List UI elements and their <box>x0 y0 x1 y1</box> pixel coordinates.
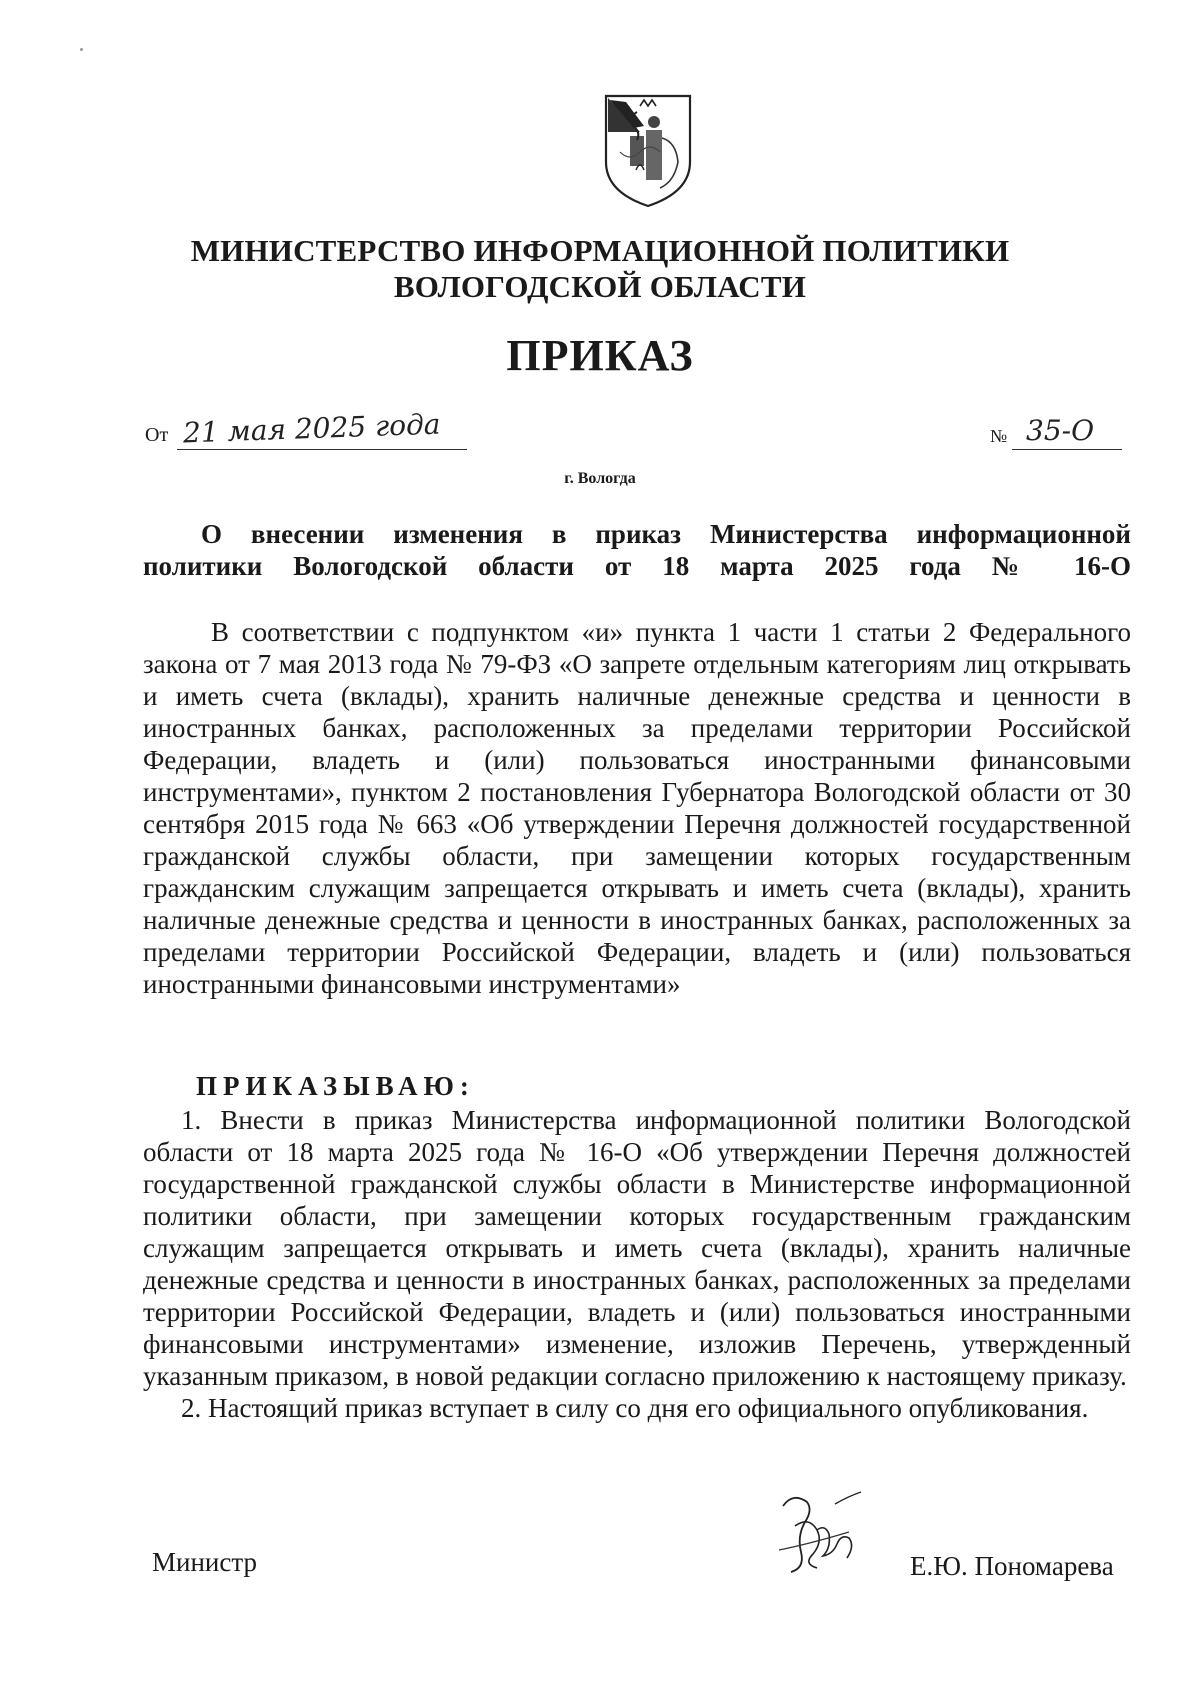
document-type: ПРИКАЗ <box>506 331 694 380</box>
preamble-paragraph: В соответствии с подпунктом «и» пункта 1 части 1 статьи 2 Федерального закона от 7 мая 2013 года № 79-ФЗ «О запрете отдельным категориям лиц открывать и иметь счета (вклады), хранить наличные денежные средства и ценности в иностранных банках, расположенных за пределами территории Российской Федерации, владеть и (или) пользоваться иностранными финансовыми инструментами», пунктом 2 постановления Губернатора Вологодской области от 30 сентября 2015 года № 663 «Об утверждении Перечня должностей государственной гражданской службы области, при замещении которых государственным гражданским служащим запрещается открывать и иметь счета (вклады), хранить наличные денежные средства и ценности в иностранных банках, расположенных за пределами территории Российской Федерации, владеть и (или) пользоваться иностранными финансовыми инструментами» <box>143 617 1131 999</box>
number-underline <box>1012 449 1122 450</box>
order-point-2: 2. Настоящий приказ вступает в силу со дня его официального опубликования. <box>181 1393 1089 1423</box>
title-line-1: О внесении изменения в приказ Министерства информационной <box>201 519 1131 549</box>
number-handwritten: 35-О <box>1026 414 1095 447</box>
date-prefix: От <box>145 424 169 446</box>
document-title <box>143 518 1131 582</box>
order-points <box>143 1104 1131 1424</box>
date-handwritten: 21 мая 2025 года <box>182 407 441 450</box>
signer-position: Министр <box>152 1547 257 1577</box>
date-underline <box>177 449 467 450</box>
scan-artifact <box>80 48 83 51</box>
date-field <box>145 407 665 452</box>
handwritten-signature-icon <box>765 1486 875 1586</box>
organization-name-line-2: ВОЛОГОДСКОЙ ОБЛАСТИ <box>393 269 807 304</box>
number-field <box>990 412 1130 452</box>
vologda-coat-of-arms-icon <box>600 92 696 210</box>
city: г. Вологда <box>564 470 636 487</box>
number-prefix: № <box>990 426 1008 446</box>
order-point-1: 1. Внести в приказ Министерства информационной политики Вологодской области от 18 марта 2025 года № 16-О «Об утверждении Перечня должностей государственной гражданской службы области в Министерстве информационной политики области, при замещении которых государственным гражданским служащим запрещается открывать и иметь счета (вклады), хранить наличные денежные средства и ценности в иностранных банках, расположенных за пределами территории Российской Федерации, владеть и (или) пользоваться иностранными финансовыми инструментами» изменение, изложив Перечень, утвержденный указанным приказом, в новой редакции согласно приложению к настоящему приказу. <box>143 1105 1131 1391</box>
preamble <box>143 616 1131 1000</box>
title-line-2: политики Вологодской области от 18 марта 2025 года № 16-О <box>143 551 1131 581</box>
order-heading: ПРИКАЗЫВАЮ: <box>196 1071 475 1101</box>
signer-name: Е.Ю. Пономарева <box>910 1551 1114 1581</box>
organization-name-line-1: МИНИСТЕРСТВО ИНФОРМАЦИОННОЙ ПОЛИТИКИ <box>190 233 1010 268</box>
